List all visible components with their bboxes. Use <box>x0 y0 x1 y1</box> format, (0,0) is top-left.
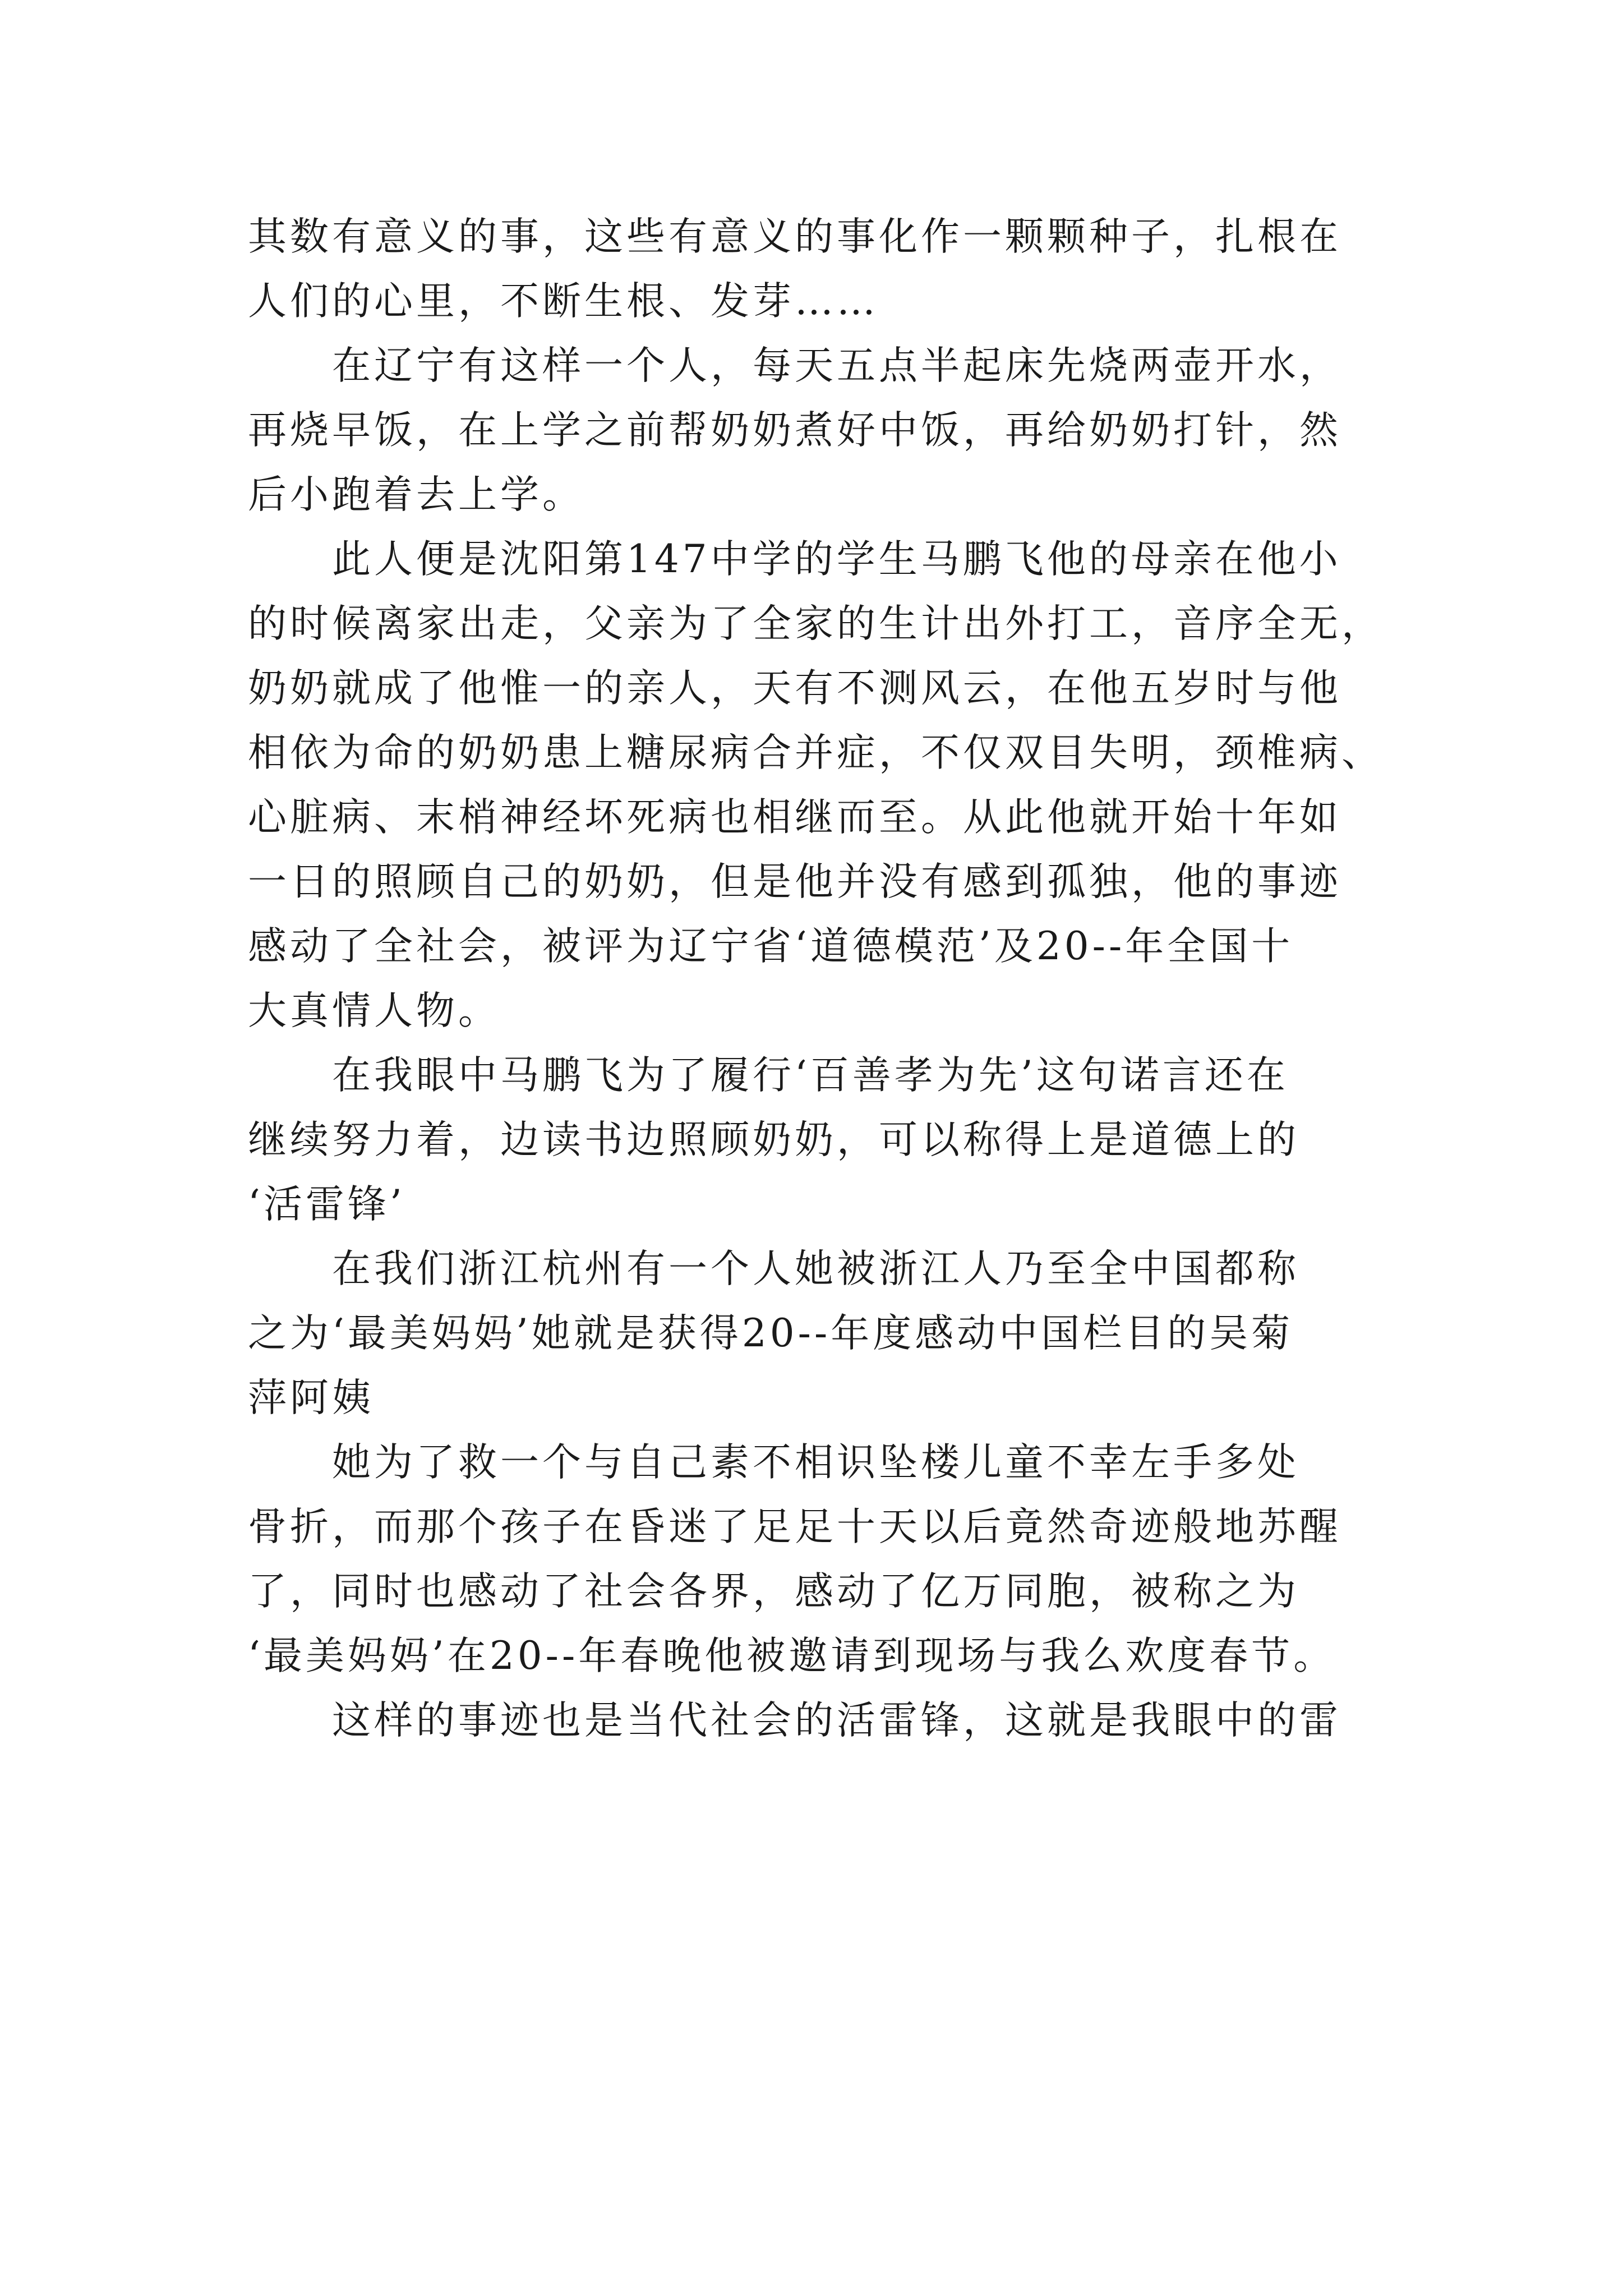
text-line: ‘最美妈妈’在20--年春晚他被邀请到现场与我么欢度春节。 <box>248 1634 1336 1678</box>
text-line: 一日的照顾自己的奶奶，但是他并没有感到孤独，他的事迹 <box>248 859 1341 904</box>
text-line: ‘活雷锋’ <box>248 1182 405 1227</box>
body-text <box>248 205 1386 1753</box>
text-line: 在我眼中马鹏飞为了履行‘百善孝为先’这句诺言还在 <box>332 1053 1289 1098</box>
text-line: 萍阿姨 <box>248 1375 374 1420</box>
text-line: 其数有意义的事，这些有意义的事化作一颗颗种子，扎根在 <box>248 214 1341 259</box>
text-line: 后小跑着去上学。 <box>248 472 584 517</box>
paragraph-4 <box>248 1043 1386 1237</box>
text-line: 大真情人物。 <box>248 988 500 1033</box>
text-line: 相依为命的奶奶患上糖尿病合并症，不仅双目失明，颈椎病、 <box>248 730 1384 775</box>
paragraph-5 <box>248 1237 1386 1430</box>
text-line: 这样的事迹也是当代社会的活雷锋，这就是我眼中的雷 <box>332 1698 1341 1743</box>
text-line: 奶奶就成了他惟一的亲人，天有不测风云，在他五岁时与他 <box>248 666 1341 711</box>
paragraph-6 <box>248 1430 1386 1688</box>
text-line: 人们的心里，不断生根、发芽…… <box>248 279 879 324</box>
text-line: 的时候离家出走，父亲为了全家的生计出外打工，音序全无， <box>248 601 1384 646</box>
text-line: 她为了救一个与自己素不相识坠楼儿童不幸左手多处 <box>332 1440 1299 1485</box>
text-line: 再烧早饭，在上学之前帮奶奶煮好中饭，再给奶奶打针，然 <box>248 408 1341 453</box>
paragraph-2 <box>248 334 1386 527</box>
text-line: 继续努力着，边读书边照顾奶奶，可以称得上是道德上的 <box>248 1117 1299 1162</box>
text-line: 此人便是沈阳第147中学的学生马鹏飞他的母亲在他小 <box>332 537 1341 582</box>
text-line: 心脏病、末梢神经坏死病也相继而至。从此他就开始十年如 <box>248 795 1341 840</box>
paragraph-1 <box>248 205 1386 334</box>
text-line: 骨折，而那个孩子在昏迷了足足十天以后竟然奇迹般地苏醒 <box>248 1504 1341 1549</box>
text-line: 在辽宁有这样一个人，每天五点半起床先烧两壶开水， <box>332 343 1341 388</box>
text-line: 了，同时也感动了社会各界，感动了亿万同胞，被称之为 <box>248 1569 1299 1614</box>
text-line: 感动了全社会，被评为辽宁省‘道德模范’及20--年全国十 <box>248 924 1294 969</box>
text-line: 在我们浙江杭州有一个人她被浙江人乃至全中国都称 <box>332 1246 1299 1291</box>
paragraph-3 <box>248 527 1386 1043</box>
paragraph-7 <box>248 1688 1386 1753</box>
text-line: 之为‘最美妈妈’她就是获得20--年度感动中国栏目的吴菊 <box>248 1311 1294 1356</box>
